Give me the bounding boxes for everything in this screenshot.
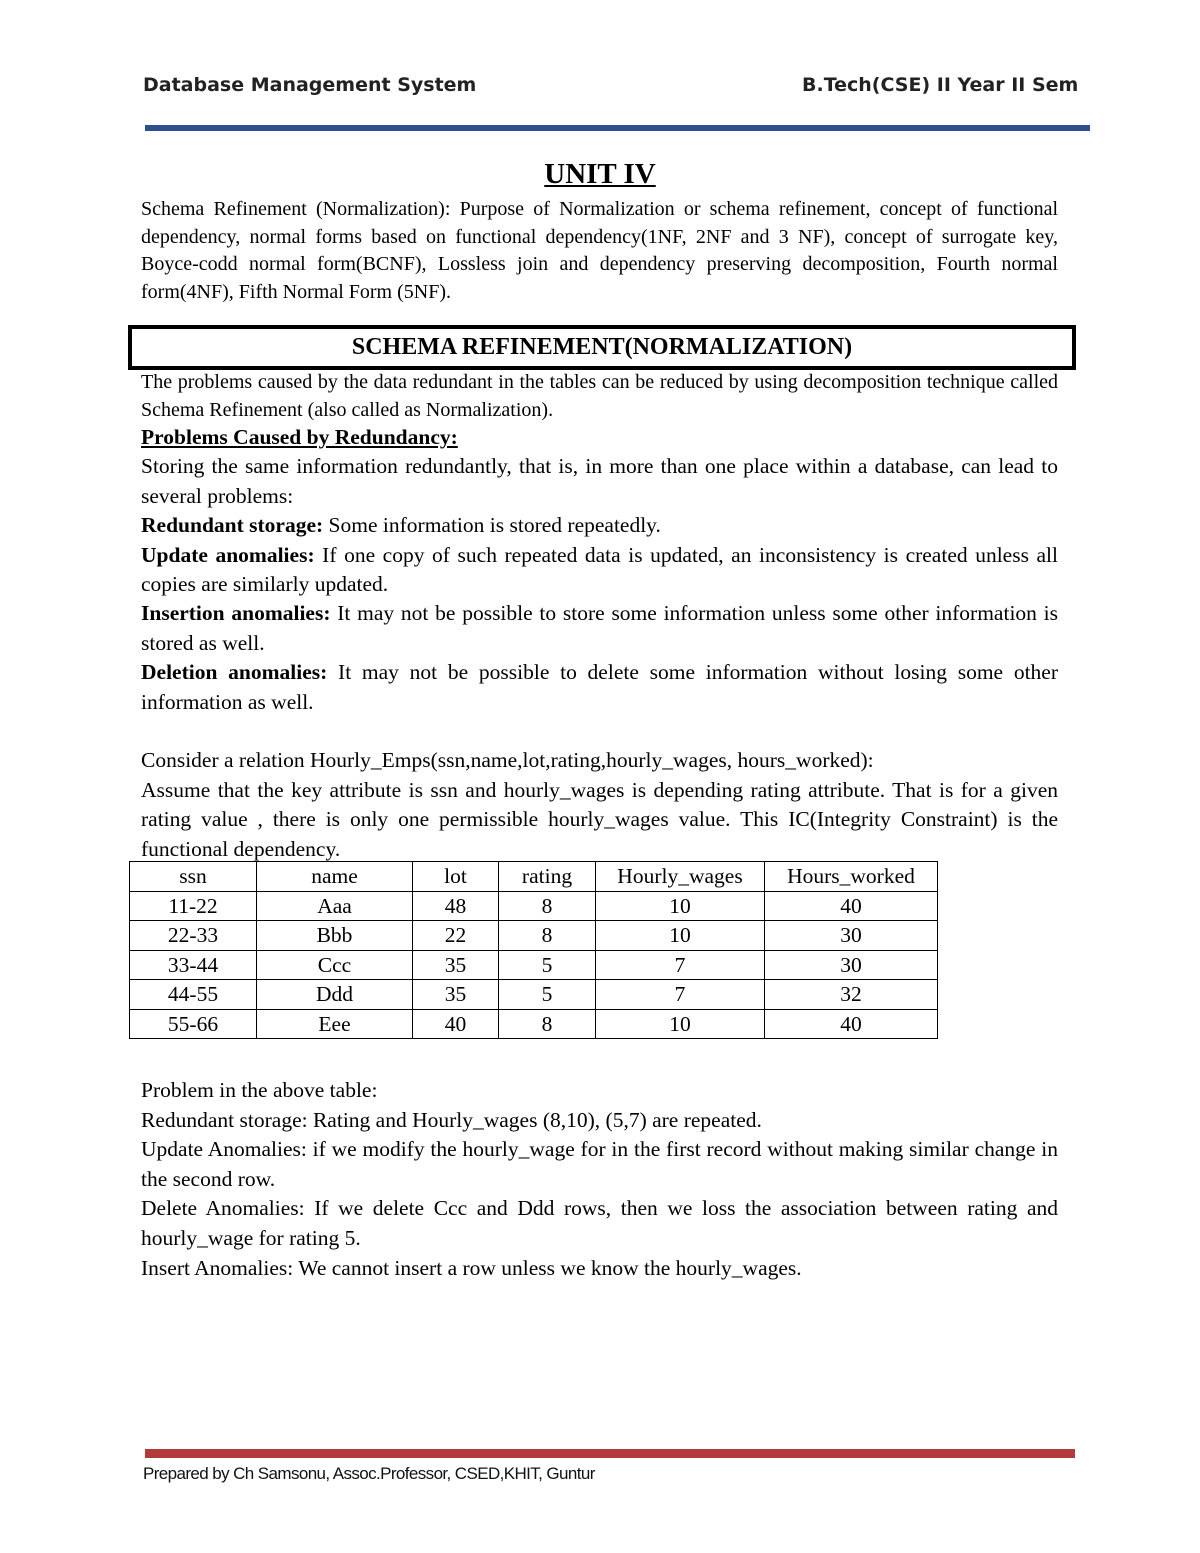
column-header: lot [413, 862, 499, 892]
table-row [130, 980, 938, 1010]
table-cell: 30 [765, 950, 938, 980]
redundancy-term: Insertion anomalies: [141, 601, 331, 626]
table-cell: 30 [765, 921, 938, 951]
column-header: rating [499, 862, 596, 892]
redundancy-lead: Storing the same information redundantly, that is, in more than one place within a database, can lead to several problems: [141, 454, 1058, 508]
problems-section [141, 1076, 1058, 1283]
table-cell: 48 [413, 891, 499, 921]
problem-line: Delete Anomalies: If we delete Ccc and Ddd rows, then we loss the association between rating and hourly_wage for rating 5. [141, 1196, 1058, 1250]
header-left-title: Database Management System [143, 74, 477, 96]
table-cell: 22 [413, 921, 499, 951]
header-right-title: B.Tech(CSE) II Year II Sem [802, 74, 1079, 96]
table-cell: Ccc [257, 950, 413, 980]
redundancy-desc: Some information is stored repeatedly. [323, 513, 661, 538]
table-cell: 33-44 [130, 950, 257, 980]
problem-line: Update Anomalies: if we modify the hourly_wage for in the first record without making similar change in the second row. [141, 1137, 1058, 1191]
redundancy-item [141, 541, 1058, 600]
table-cell: 8 [499, 921, 596, 951]
table-cell: 5 [499, 980, 596, 1010]
redundancy-heading: Problems Caused by Redundancy: [141, 425, 458, 449]
spacer [141, 717, 1058, 746]
redundancy-item [141, 599, 1058, 658]
table-cell: 22-33 [130, 921, 257, 951]
table-cell: 55-66 [130, 1009, 257, 1039]
table-cell: Bbb [257, 921, 413, 951]
redundancy-term: Redundant storage: [141, 513, 324, 538]
table-cell: 35 [413, 950, 499, 980]
redundancy-desc: It may not be possible to delete some information without losing some other information as well. [141, 660, 1058, 714]
table-cell: 10 [596, 891, 765, 921]
table-cell: 8 [499, 891, 596, 921]
table-cell: 7 [596, 980, 765, 1010]
redundancy-desc: If one copy of such repeated data is updated, an inconsistency is created unless all copies are similarly updated. [141, 542, 1058, 597]
example-assumption: Assume that the key attribute is ssn and hourly_wages is depending rating attribute. That is for a given rating value , there is only one permissible hourly_wages value. This IC(Integrity Constraint) is the functional dependency. [141, 777, 1058, 861]
table-cell: 5 [499, 950, 596, 980]
syllabus-paragraph: Schema Refinement (Normalization): Purpose of Normalization or schema refinement, concept of functional dependency, normal forms based on functional dependency(1NF, 2NF and 3 NF), concept of surrogate key, Boyce-codd normal form(BCNF), Lossless join and dependency preserving decomposition, Fourth normal form(4NF), Fifth Normal Form (5NF). [141, 198, 1058, 303]
table-row [130, 1009, 938, 1039]
redundancy-item [141, 658, 1058, 717]
redundancy-section [141, 423, 1058, 864]
table-cell: 10 [596, 921, 765, 951]
footer-rule [145, 1449, 1075, 1458]
table-cell: Eee [257, 1009, 413, 1039]
table-cell: 40 [765, 891, 938, 921]
redundancy-term: Deletion anomalies: [141, 660, 328, 685]
table-row [130, 891, 938, 921]
intro-paragraph: The problems caused by the data redundant in the tables can be reduced by using decomposition technique called Schema Refinement (also called as Normalization). [141, 371, 1058, 421]
table-cell: 7 [596, 950, 765, 980]
table-cell: 10 [596, 1009, 765, 1039]
section-title-box [128, 325, 1076, 370]
table-cell: 8 [499, 1009, 596, 1039]
table-row [130, 921, 938, 951]
column-header: Hourly_wages [596, 862, 765, 892]
section-title: SCHEMA REFINEMENT(NORMALIZATION) [351, 334, 853, 360]
table-row [130, 950, 938, 980]
table-cell: 11-22 [130, 891, 257, 921]
column-header: ssn [130, 862, 257, 892]
table-cell: 35 [413, 980, 499, 1010]
footer-credit: Prepared by Ch Samsonu, Assoc.Professor, CSED,KHIT, Guntur [143, 1464, 595, 1483]
column-header: name [257, 862, 413, 892]
table-cell: Ddd [257, 980, 413, 1010]
header-rule [145, 125, 1090, 131]
table-cell: Aaa [257, 891, 413, 921]
unit-title: UNIT IV [544, 158, 656, 190]
hourly-emps-table [129, 861, 938, 1039]
redundancy-desc: It may not be possible to store some information unless some other information is stored as well. [141, 601, 1059, 655]
example-relation: Consider a relation Hourly_Emps(ssn,name,lot,rating,hourly_wages, hours_worked): [141, 748, 874, 773]
table-cell: 40 [765, 1009, 938, 1039]
redundancy-item [141, 511, 1058, 540]
table-cell: 32 [765, 980, 938, 1010]
table-cell: 40 [413, 1009, 499, 1039]
table-header-row [130, 862, 938, 892]
table-cell: 44-55 [130, 980, 257, 1010]
problems-heading: Problem in the above table: [141, 1078, 378, 1102]
problem-line: Redundant storage: Rating and Hourly_wages (8,10), (5,7) are repeated. [141, 1107, 762, 1132]
redundancy-term: Update anomalies: [141, 542, 315, 567]
column-header: Hours_worked [765, 862, 938, 892]
problem-line: Insert Anomalies: We cannot insert a row unless we know the hourly_wages. [141, 1255, 802, 1280]
